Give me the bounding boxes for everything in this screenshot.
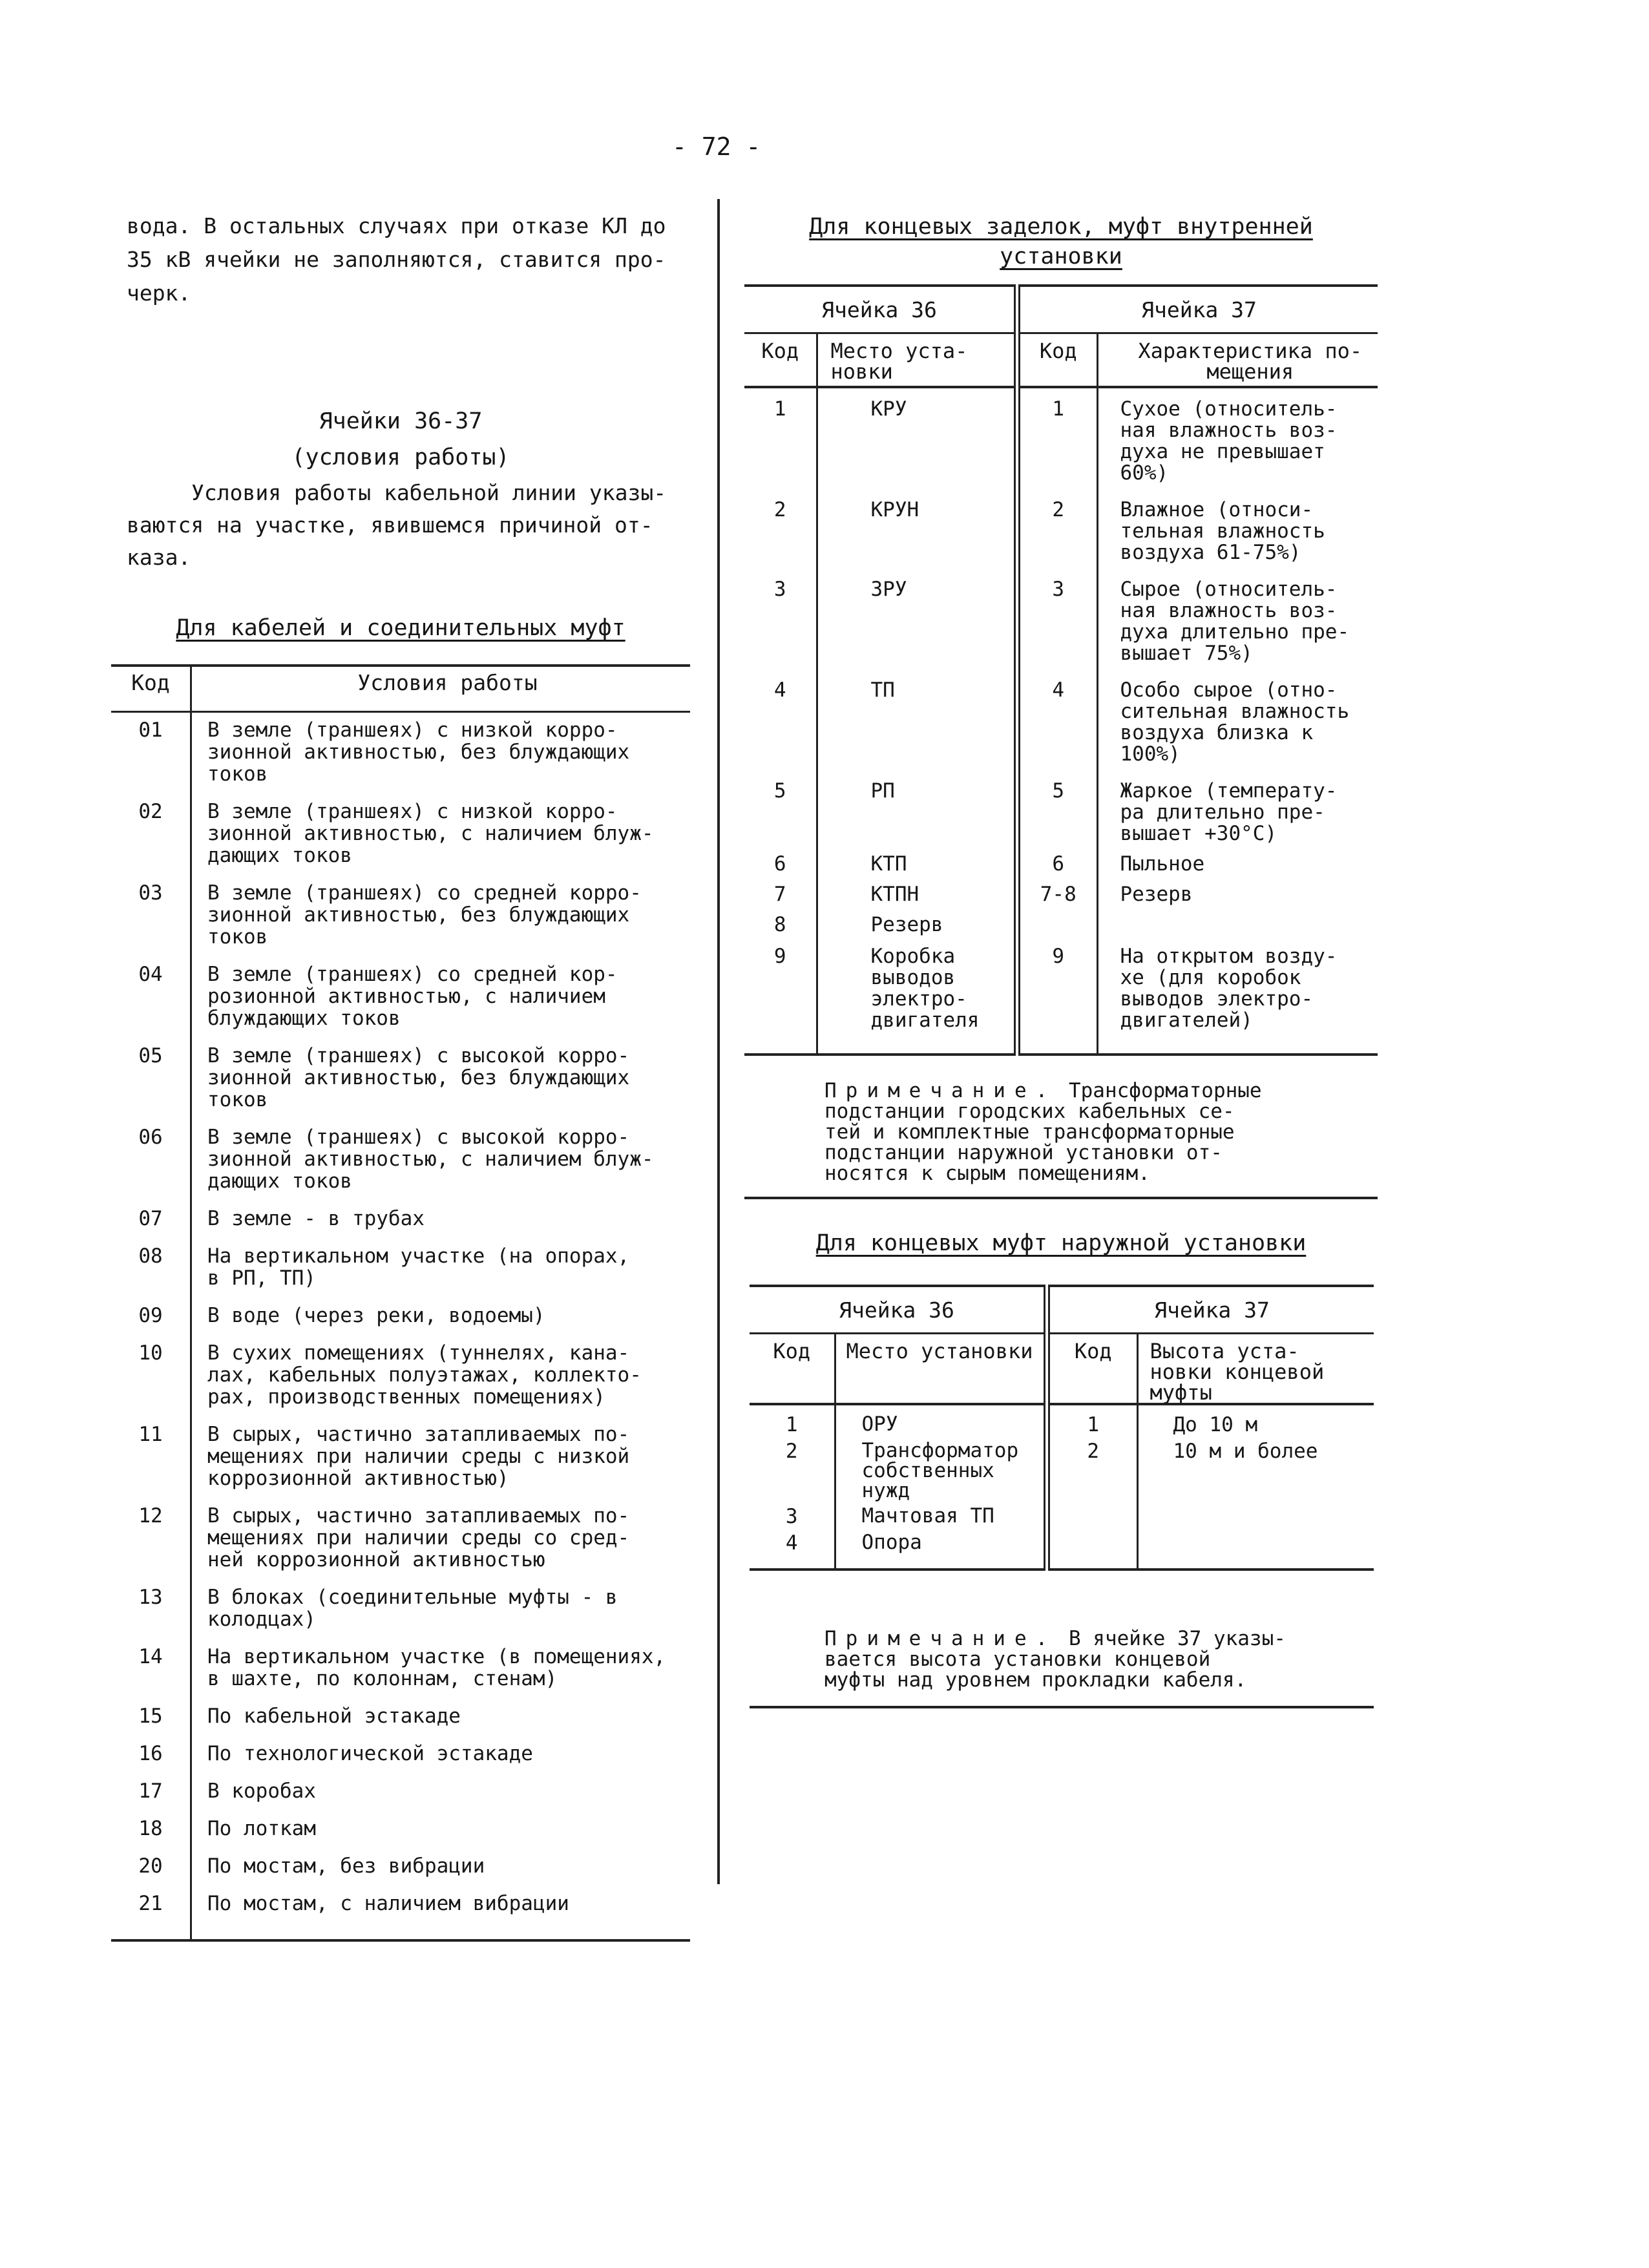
section-line: Условия работы кабельной линии указы- bbox=[191, 480, 667, 505]
table-row bbox=[111, 1239, 690, 1298]
row-code: 1 bbox=[773, 397, 786, 421]
table-row bbox=[744, 770, 1378, 850]
outdoor-table-title: Для концевых муфт наружной установки bbox=[815, 1230, 1307, 1256]
section-title-line2: (условия работы) bbox=[291, 445, 510, 470]
intro-line: вода. В остальных случаях при отказе КЛ до bbox=[127, 213, 666, 238]
row-code2: 9 bbox=[1017, 936, 1097, 1036]
section-title-line1: Ячейки 36-37 bbox=[319, 408, 483, 434]
row-code: 9 bbox=[773, 945, 786, 968]
column-header-place: Место установки bbox=[835, 1334, 1047, 1405]
row-place: ТП bbox=[817, 669, 1017, 770]
cell36-header: Ячейка 36 bbox=[750, 1286, 1047, 1334]
note-label: Примечание. bbox=[824, 1079, 1057, 1102]
table-bottom-spacer bbox=[750, 1554, 1374, 1570]
row-place: Резерв bbox=[817, 910, 1017, 936]
column-header-code2: Код bbox=[1047, 1334, 1137, 1405]
row-conditions: По мостам, с наличием вибрации bbox=[207, 1892, 569, 1915]
row-code2: 1 bbox=[1017, 387, 1097, 489]
page-number: - 72 - bbox=[672, 132, 761, 161]
row-characteristic: Пыльное bbox=[1097, 850, 1378, 880]
column-header-code: Код bbox=[744, 333, 817, 388]
row-code2 bbox=[1047, 1528, 1137, 1554]
table-row bbox=[744, 910, 1378, 936]
row-conditions: В земле (траншеях) с высокой корро- зионной активностью, без блуждающих токов bbox=[207, 1044, 630, 1111]
row-place: Опора bbox=[835, 1528, 1047, 1554]
table-row bbox=[111, 794, 690, 876]
row-code: 02 bbox=[111, 794, 191, 876]
row-code: 09 bbox=[111, 1298, 191, 1336]
intro-paragraph bbox=[127, 209, 708, 310]
divider-rule bbox=[744, 1197, 1378, 1199]
row-code2: 2 bbox=[1017, 489, 1097, 569]
row-code: 20 bbox=[111, 1849, 191, 1886]
row-code: 10 bbox=[111, 1336, 191, 1417]
row-place: Коробка выводов электро- двигателя bbox=[817, 936, 1017, 1036]
row-code: 17 bbox=[111, 1774, 191, 1811]
row-code: 3 bbox=[785, 1505, 798, 1528]
section-line: каза. bbox=[127, 545, 191, 570]
row-code2: 2 bbox=[1047, 1436, 1137, 1501]
indoor-table bbox=[744, 284, 1378, 1056]
row-code: 07 bbox=[111, 1201, 191, 1239]
row-conditions: В земле (траншеях) с низкой корро- зионной активностью, с наличием блуж- дающих токов bbox=[207, 800, 654, 867]
row-conditions: По мостам, без вибрации bbox=[207, 1854, 485, 1878]
row-place: Трансформатор собственных нужд bbox=[835, 1436, 1047, 1501]
row-code2: 4 bbox=[1017, 669, 1097, 770]
row-conditions: В земле (траншеях) с высокой корро- зионной активностью, с наличием блуж- дающих токов bbox=[207, 1126, 654, 1193]
row-code: 8 bbox=[773, 913, 786, 936]
table-row bbox=[111, 1498, 690, 1580]
row-conditions: В сырых, частично затапливаемых по- мещениях при наличии среды с низкой коррозионной активностью) bbox=[207, 1423, 630, 1490]
row-place: РП bbox=[817, 770, 1017, 850]
table-row bbox=[744, 569, 1378, 669]
row-code2 bbox=[1017, 910, 1097, 936]
row-place: КТП bbox=[817, 850, 1017, 880]
table-row bbox=[744, 936, 1378, 1036]
note-text: Трансформаторные подстанции городских кабельных се- тей и комплектные трансформаторные подстанции наружной установки от- носятся к сырым помещениям. bbox=[824, 1079, 1262, 1185]
indoor-note bbox=[824, 1080, 1406, 1184]
table-row bbox=[111, 1849, 690, 1886]
section-title bbox=[111, 403, 690, 476]
table-filler-row bbox=[111, 1924, 690, 1940]
table-row bbox=[111, 1736, 690, 1774]
row-code: 7 bbox=[773, 883, 786, 906]
row-conditions: В земле (траншеях) с низкой корро- зионной активностью, без блуждающих токов bbox=[207, 719, 630, 786]
section-paragraph bbox=[127, 477, 708, 574]
row-code: 4 bbox=[773, 678, 786, 702]
table-row bbox=[111, 1417, 690, 1498]
row-code2 bbox=[1047, 1501, 1137, 1528]
note-text: В ячейке 37 указы- вается высота установки концевой муфты над уровнем прокладки кабеля. bbox=[824, 1627, 1286, 1692]
table-row bbox=[750, 1528, 1374, 1554]
column-divider bbox=[717, 199, 720, 1884]
row-characteristic: Резерв bbox=[1097, 880, 1378, 910]
row-code: 3 bbox=[773, 578, 786, 601]
divider-rule bbox=[750, 1706, 1374, 1708]
row-conditions: В сырых, частично затапливаемых по- мещениях при наличии среды со сред- ней коррозионной активностью bbox=[207, 1504, 630, 1571]
row-place: ЗРУ bbox=[817, 569, 1017, 669]
intro-line: черк. bbox=[127, 280, 191, 306]
table-row bbox=[111, 1774, 690, 1811]
note-label: Примечание. bbox=[824, 1627, 1057, 1650]
table-row bbox=[750, 1436, 1374, 1501]
row-code2: 6 bbox=[1017, 850, 1097, 880]
table-row bbox=[111, 957, 690, 1038]
table-bottom-spacer bbox=[744, 1036, 1378, 1055]
table-row bbox=[744, 489, 1378, 569]
section-line: ваются на участке, явившемся причиной от- bbox=[127, 512, 653, 538]
row-code: 11 bbox=[111, 1417, 191, 1498]
indoor-table-title bbox=[744, 212, 1378, 271]
row-height bbox=[1137, 1501, 1374, 1528]
outdoor-table-body bbox=[750, 1404, 1374, 1554]
row-characteristic: Особо сырое (отно- сительная влажность воздуха близка к 100%) bbox=[1097, 669, 1378, 770]
row-code: 03 bbox=[111, 876, 191, 957]
row-place: КРУ bbox=[817, 387, 1017, 489]
table-row bbox=[111, 1201, 690, 1239]
row-code: 2 bbox=[773, 498, 786, 521]
indoor-title-line2: установки bbox=[1000, 244, 1122, 269]
cables-table-body bbox=[111, 712, 690, 1924]
row-place: КРУН bbox=[817, 489, 1017, 569]
row-place: КТПН bbox=[817, 880, 1017, 910]
row-code2: 5 bbox=[1017, 770, 1097, 850]
outdoor-note bbox=[824, 1628, 1406, 1690]
row-conditions: На вертикальном участке (в помещениях, в шахте, по колоннам, стенам) bbox=[207, 1645, 666, 1690]
table-subheader-row bbox=[750, 1334, 1374, 1405]
row-code2: 7-8 bbox=[1017, 880, 1097, 910]
row-code: 2 bbox=[785, 1440, 798, 1463]
table-row bbox=[744, 669, 1378, 770]
row-place: Мачтовая ТП bbox=[835, 1501, 1047, 1528]
row-code: 18 bbox=[111, 1811, 191, 1849]
row-conditions: По кабельной эстакаде bbox=[207, 1705, 461, 1728]
column-header-place: Место уста- новки bbox=[817, 333, 1017, 388]
table-header-row bbox=[744, 286, 1378, 333]
row-code: 15 bbox=[111, 1699, 191, 1736]
cell36-header: Ячейка 36 bbox=[744, 286, 1017, 333]
table-subheader-row bbox=[744, 333, 1378, 388]
table-row bbox=[111, 1639, 690, 1699]
row-characteristic: Влажное (относи- тельная влажность воздуха 61-75%) bbox=[1097, 489, 1378, 569]
table-row bbox=[111, 1886, 690, 1924]
row-height bbox=[1137, 1528, 1374, 1554]
row-code: 21 bbox=[111, 1886, 191, 1924]
row-characteristic: Сырое (относитель- ная влажность воз- духа длительно пре- вышает 75%) bbox=[1097, 569, 1378, 669]
table-row bbox=[744, 850, 1378, 880]
table-row bbox=[111, 1298, 690, 1336]
column-header-height: Высота уста- новки концевой муфты bbox=[1137, 1334, 1374, 1405]
row-code2: 1 bbox=[1047, 1404, 1137, 1436]
row-conditions: В коробах bbox=[207, 1780, 316, 1803]
cell37-header: Ячейка 37 bbox=[1047, 1286, 1374, 1334]
cables-table-title: Для кабелей и соединительных муфт bbox=[176, 615, 625, 641]
table-row bbox=[111, 876, 690, 957]
table-row bbox=[111, 1038, 690, 1120]
row-conditions: В воде (через реки, водоемы) bbox=[207, 1304, 545, 1327]
outdoor-table bbox=[750, 1285, 1374, 1571]
row-code: 08 bbox=[111, 1239, 191, 1298]
table-row bbox=[111, 1336, 690, 1417]
column-header-code: Код bbox=[750, 1334, 835, 1405]
row-characteristic: На открытом возду- хе (для коробок выводов электро- двигателей) bbox=[1097, 936, 1378, 1036]
cables-table bbox=[111, 664, 690, 1942]
table-row bbox=[750, 1404, 1374, 1436]
row-code: 12 bbox=[111, 1498, 191, 1580]
row-place: ОРУ bbox=[835, 1404, 1047, 1436]
column-header-conditions: Условия работы bbox=[191, 666, 691, 712]
row-conditions: По технологической эстакаде bbox=[207, 1742, 533, 1765]
row-characteristic: Жаркое (температу- ра длительно пре- вышает +30°С) bbox=[1097, 770, 1378, 850]
table-row bbox=[750, 1501, 1374, 1528]
row-code: 04 bbox=[111, 957, 191, 1038]
row-code: 6 bbox=[773, 852, 786, 876]
column-header-code: Код bbox=[111, 666, 191, 712]
row-conditions: На вертикальном участке (на опорах, в РП, ТП) bbox=[207, 1244, 630, 1290]
row-code: 01 bbox=[111, 712, 191, 795]
row-code: 5 bbox=[773, 779, 786, 803]
row-code: 16 bbox=[111, 1736, 191, 1774]
row-height: 10 м и более bbox=[1137, 1436, 1374, 1501]
row-code2: 3 bbox=[1017, 569, 1097, 669]
table-row bbox=[744, 880, 1378, 910]
table-row bbox=[111, 712, 690, 795]
row-code: 05 bbox=[111, 1038, 191, 1120]
row-characteristic: Сухое (относитель- ная влажность воз- духа не превышает 60%) bbox=[1097, 387, 1378, 489]
row-conditions: В земле (траншеях) со средней корро- зионной активностью, без блуждающих токов bbox=[207, 881, 642, 949]
table-header-row bbox=[750, 1286, 1374, 1334]
intro-line: 35 кВ ячейки не заполняются, ставится про- bbox=[127, 247, 666, 272]
table-row bbox=[744, 387, 1378, 489]
table-row bbox=[111, 1811, 690, 1849]
table-row bbox=[111, 1699, 690, 1736]
row-code: 13 bbox=[111, 1580, 191, 1639]
row-characteristic bbox=[1097, 910, 1378, 936]
row-conditions: По лоткам bbox=[207, 1817, 316, 1840]
column-header-code2: Код bbox=[1017, 333, 1097, 388]
indoor-title-line1: Для концевых заделок, муфт внутренней bbox=[809, 214, 1313, 240]
row-conditions: В блоках (соединительные муфты - в колодцах) bbox=[207, 1586, 618, 1631]
column-header-characteristic: Характеристика по- мещения bbox=[1097, 333, 1378, 388]
indoor-table-body bbox=[744, 387, 1378, 1036]
row-conditions: В земле (траншеях) со средней кор- розионной активностью, с наличием блуждающих токов bbox=[207, 963, 618, 1030]
table-header-row bbox=[111, 666, 690, 712]
row-code: 06 bbox=[111, 1120, 191, 1201]
row-code: 4 bbox=[785, 1531, 798, 1555]
table-row bbox=[111, 1120, 690, 1201]
table-row bbox=[111, 1580, 690, 1639]
cell37-header: Ячейка 37 bbox=[1017, 286, 1378, 333]
row-conditions: В земле - в трубах bbox=[207, 1207, 425, 1230]
row-code: 1 bbox=[785, 1413, 798, 1436]
row-height: До 10 м bbox=[1137, 1404, 1374, 1436]
row-code: 14 bbox=[111, 1639, 191, 1699]
row-conditions: В сухих помещениях (туннелях, кана- лах, кабельных полуэтажах, коллекто- рах, производственных помещениях) bbox=[207, 1341, 642, 1409]
